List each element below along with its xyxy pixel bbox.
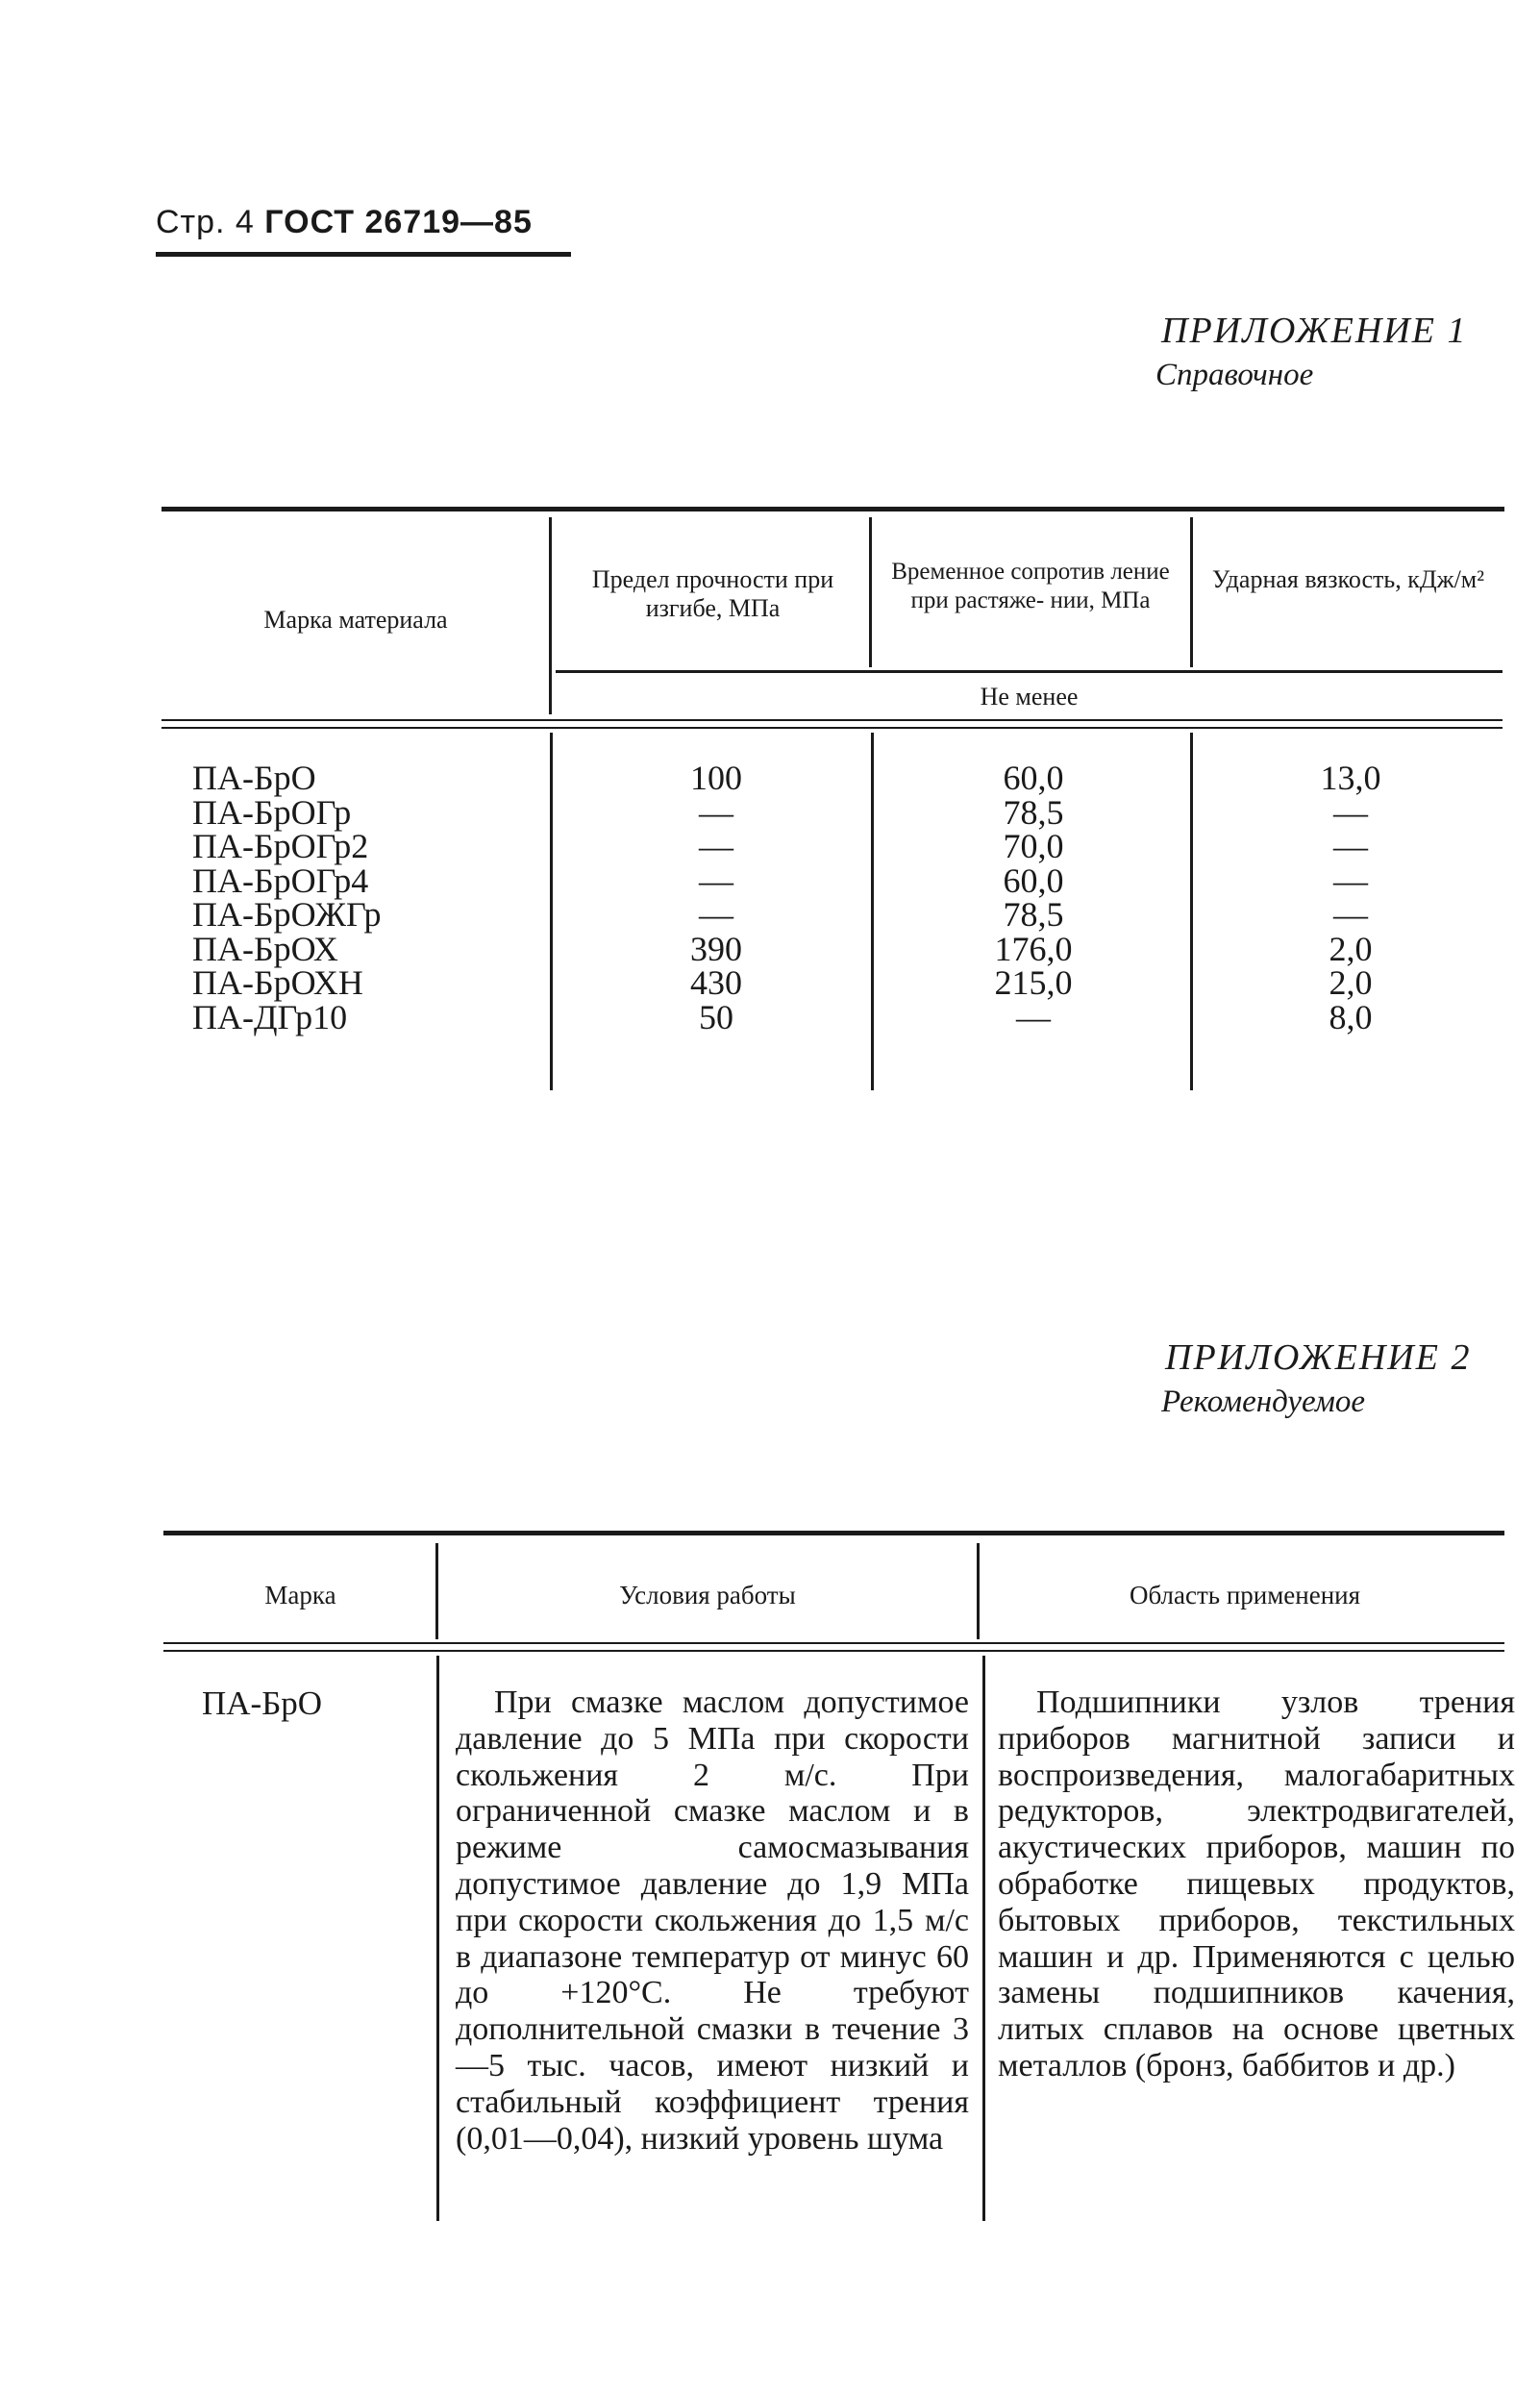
- table1-col-grade: [192, 761, 538, 1035]
- table1-col-impact: [1254, 761, 1447, 1035]
- table2-header-conditions: Условия работы: [619, 1581, 796, 1609]
- table1-subheader: Не менее: [980, 683, 1079, 711]
- table1-vrule-1: [549, 517, 552, 714]
- table2-vrule-body-1: [436, 1656, 439, 2221]
- table-cell: ПА-ДГр10: [192, 997, 348, 1036]
- table-cell: 8,0: [1329, 997, 1373, 1036]
- table-cell: 2,0: [1329, 929, 1373, 968]
- table-cell: —: [1333, 792, 1368, 832]
- table1-header-tensile: Временное сопротив ление при растяже- нии, МПа: [891, 559, 1170, 613]
- table2-cell-grade: ПА-БрО: [202, 1684, 323, 1722]
- header-rule: [156, 252, 571, 257]
- table2-vrule-1: [435, 1543, 438, 1639]
- running-header: [156, 204, 533, 241]
- table-cell: 60,0: [1003, 759, 1064, 797]
- table-cell: —: [1333, 827, 1368, 865]
- table-cell: 78,5: [1003, 895, 1064, 934]
- appendix1-subtitle: Справочное: [1155, 358, 1314, 392]
- table-cell: 176,0: [994, 929, 1073, 968]
- table1-top-rule: [161, 507, 1504, 511]
- appendix1-title: ПРИЛОЖЕНИЕ 1: [1161, 311, 1468, 351]
- table-cell: —: [1016, 997, 1051, 1036]
- table2-vrule-2: [977, 1543, 980, 1639]
- application-text: Подшипники узлов трения приборов магнитной записи и воспроизведения, малогабаритных редукторов, электродвигателей, акустических приборов, машин по обработке пищевых продуктов, бытовых приборов, текстильных машин и др. Применяются с целью замены подшипников качения, литых сплавов на основе цветных металлов (бронз, баббитов и др.): [998, 1684, 1515, 2083]
- conditions-text: При смазке маслом допустимое давление до 5 МПа при скорости скольжения 2 м/с. При ограниченной смазке маслом и в режиме самосмазывания допустимое давление до 1,9 МПа при скорости скольжения до 1,5 м/с в диапазоне температур от минус 60 до +120°С. Не требуют дополнительной смазки в течение 3—5 тыс. часов, имеют низкий и стабильный коэффициент трения (0,01—0,04), низкий уровень шума: [456, 1684, 969, 2157]
- page-number: Стр. 4: [156, 204, 255, 240]
- appendix2-subtitle: Рекомендуемое: [1161, 1385, 1366, 1419]
- table-cell: 78,5: [1003, 792, 1064, 832]
- table1-header-rule-b: [161, 727, 1503, 729]
- table1-vrule-body-3: [1190, 733, 1193, 1090]
- table-cell: 70,0: [1003, 827, 1064, 865]
- table-cell: 13,0: [1320, 759, 1381, 797]
- table1-vrule-body-2: [871, 733, 874, 1090]
- table2-cell-conditions: [456, 1684, 969, 2157]
- table-cell: ПА-БрОГр: [192, 792, 352, 832]
- table2-cell-application: [998, 1684, 1515, 2084]
- table1-header-grade: Марка материала: [263, 606, 448, 634]
- table1-vrule-body-1: [550, 733, 553, 1090]
- table-cell: 215,0: [994, 963, 1073, 1002]
- table-cell: 2,0: [1329, 963, 1373, 1002]
- table-cell: —: [1333, 895, 1368, 934]
- table1-header-bend: Предел прочности при изгибе, МПа: [591, 565, 834, 622]
- table2-header-rule-b: [163, 1650, 1504, 1652]
- table-cell: 430: [690, 963, 742, 1002]
- table-cell: ПА-БрОХН: [192, 963, 363, 1002]
- table2-header-rule-a: [163, 1642, 1504, 1644]
- table1-header-rule-a: [161, 719, 1503, 721]
- table2-top-rule: [163, 1531, 1504, 1535]
- table1-vrule-3: [1190, 517, 1193, 667]
- table2-header-grade: Марка: [264, 1581, 336, 1609]
- table-cell: ПА-БрОГр2: [192, 827, 369, 865]
- table-cell: —: [699, 827, 733, 865]
- table-cell: —: [1333, 861, 1368, 900]
- table1-vrule-2: [869, 517, 872, 667]
- appendix2-title: ПРИЛОЖЕНИЕ 2: [1165, 1337, 1472, 1378]
- table2-vrule-body-2: [982, 1656, 985, 2221]
- table1-col-tensile: [937, 761, 1130, 1035]
- table2-header-application: Область применения: [1129, 1581, 1361, 1609]
- table-cell: ПА-БрОЖГр: [192, 895, 382, 934]
- table1-col-bend: [620, 761, 812, 1035]
- table-cell: 50: [699, 997, 733, 1036]
- table-cell: 60,0: [1003, 861, 1064, 900]
- table-cell: ПА-БрО: [192, 759, 316, 797]
- table-cell: ПА-БрОХ: [192, 929, 338, 968]
- table-cell: —: [699, 895, 733, 934]
- table-cell: 390: [690, 929, 742, 968]
- table1-header-impact: Ударная вязкость, кДж/м²: [1211, 565, 1485, 593]
- table-cell: 100: [690, 759, 742, 797]
- table-cell: —: [699, 861, 733, 900]
- table-cell: ПА-БрОГр4: [192, 861, 369, 900]
- table1-subheader-rule: [556, 670, 1503, 673]
- document-id: ГОСТ 26719—85: [264, 204, 533, 240]
- table-cell: —: [699, 792, 733, 832]
